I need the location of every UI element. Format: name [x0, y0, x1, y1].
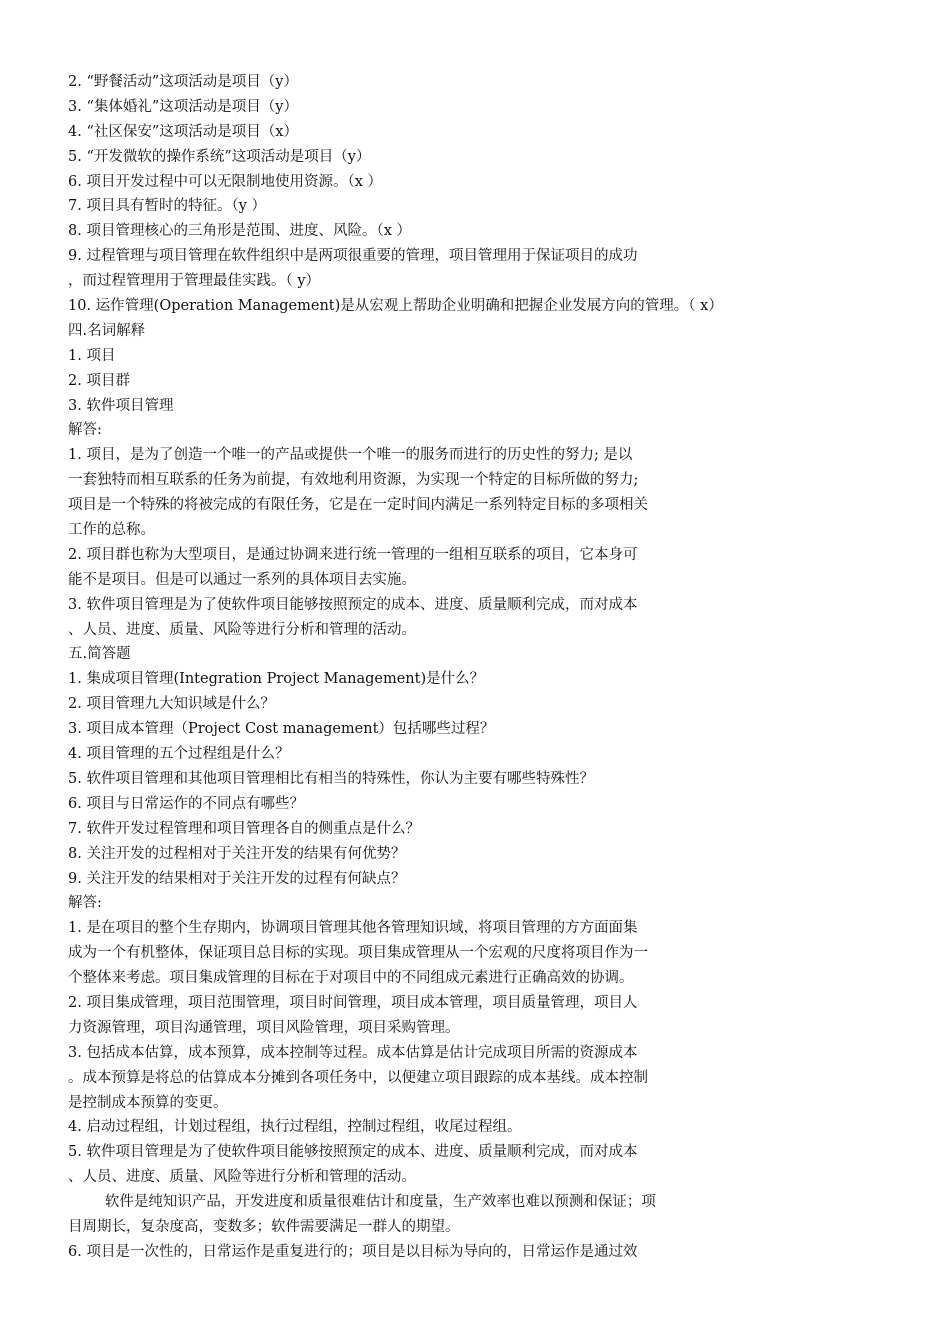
- text-line: 1. 项目，是为了创造一个唯一的产品或提供一个唯一的服务而进行的历史性的努力; 是以: [68, 447, 633, 464]
- text-line: 7. 软件开发过程管理和项目管理各自的侧重点是什么？: [68, 820, 420, 837]
- text-line: 9. 关注开发的结果相对于关注开发的过程有何缺点？: [68, 870, 406, 887]
- text-line: 2. 项目管理九大知识域是什么？: [68, 696, 275, 713]
- text-line: 。成本预算是将总的估算成本分摊到各项任务中，以便建立项目跟踪的成本基线。成本控制: [68, 1069, 648, 1086]
- text-line: 成为一个有机整体，保证项目总目标的实现。项目集成管理从一个宏观的尺度将项目作为一: [68, 945, 648, 962]
- text-line: 4. “社区保安”这项活动是项目（x）: [68, 123, 298, 140]
- text-line: 四.名词解释: [68, 322, 146, 339]
- text-line: 2. 项目群也称为大型项目，是通过协调来进行统一管理的一组相互联系的项目，它本身可: [68, 546, 638, 563]
- text-line: 工作的总称。: [68, 522, 155, 539]
- text-line: 2. 项目集成管理，项目范围管理，项目时间管理，项目成本管理，项目质量管理，项目人: [68, 994, 638, 1011]
- text-line: 3. 软件项目管理: [68, 397, 174, 414]
- text-line: 3. 软件项目管理是为了使软件项目能够按照预定的成本、进度、质量顺利完成，而对成本: [68, 596, 638, 613]
- text-line: 力资源管理，项目沟通管理，项目风险管理，项目采购管理。: [68, 1019, 460, 1036]
- text-line: 能不是项目。但是可以通过一系列的具体项目去实施。: [68, 571, 416, 588]
- text-line: 6. 项目与日常运作的不同点有哪些？: [68, 795, 304, 812]
- text-line: 5. “开发微软的操作系统”这项活动是项目（y）: [68, 148, 371, 165]
- text-line: 、人员、进度、质量、风险等进行分析和管理的活动。: [68, 621, 416, 638]
- text-line: 5. 软件项目管理和其他项目管理相比有相当的特殊性，你认为主要有哪些特殊性？: [68, 770, 594, 787]
- text-line: 五.简答题: [68, 646, 131, 663]
- text-line: 1. 是在项目的整个生存期内，协调项目管理其他各管理知识域，将项目管理的方方面面集: [68, 920, 638, 937]
- text-line: 解答:: [68, 895, 102, 912]
- text-line: 软件是纯知识产品，开发进度和质量很难估计和度量，生产效率也难以预测和保证；项: [68, 1194, 656, 1211]
- text-line: 3. “集体婚礼”这项活动是项目（y）: [68, 98, 298, 115]
- text-line: ，而过程管理用于管理最佳实践。（ y）: [68, 273, 321, 290]
- text-line: 目周期长，复杂度高，变数多；软件需要满足一群人的期望。: [68, 1218, 460, 1235]
- text-line: 3. 包括成本估算，成本预算，成本控制等过程。成本估算是估计完成项目所需的资源成本: [68, 1044, 638, 1061]
- text-line: 项目是一个特殊的将被完成的有限任务，它是在一定时间内满足一系列特定目标的多项相关: [68, 497, 648, 514]
- text-line: 7. 项目具有暂时的特征。（y ）: [68, 198, 266, 215]
- text-line: 6. 项目开发过程中可以无限制地使用资源。（x ）: [68, 173, 382, 190]
- text-line: 6. 项目是一次性的，日常运作是重复进行的；项目是以目标为导向的，日常运作是通过效: [68, 1243, 638, 1260]
- text-line: 是控制成本预算的变更。: [68, 1094, 228, 1111]
- text-line: 3. 项目成本管理（Project Cost management）包括哪些过程？: [68, 721, 495, 738]
- text-line: 4. 启动过程组，计划过程组，执行过程组，控制过程组，收尾过程组。: [68, 1119, 522, 1136]
- text-line: 5. 软件项目管理是为了使软件项目能够按照预定的成本、进度、质量顺利完成，而对成本: [68, 1144, 638, 1161]
- text-line: 10. 运作管理(Operation Management)是从宏观上帮助企业明确和把握企业发展方向的管理。（ x）: [68, 298, 723, 315]
- text-line: 个整体来考虑。项目集成管理的目标在于对项目中的不同组成元素进行正确高效的协调。: [68, 970, 634, 987]
- text-line: 9. 过程管理与项目管理在软件组织中是两项很重要的管理，项目管理用于保证项目的成功: [68, 248, 638, 265]
- text-line: 8. 关注开发的过程相对于关注开发的结果有何优势？: [68, 845, 406, 862]
- text-line: 8. 项目管理核心的三角形是范围、进度、风险。（x ）: [68, 223, 411, 240]
- text-line: 、人员、进度、质量、风险等进行分析和管理的活动。: [68, 1169, 416, 1186]
- text-line: 2. 项目群: [68, 372, 130, 389]
- document-body: [68, 70, 950, 1265]
- text-line: 1. 集成项目管理(Integration Project Management)是什么？: [68, 671, 485, 688]
- text-line: 一套独特而相互联系的任务为前提，有效地利用资源，为实现一个特定的目标所做的努力;: [68, 472, 639, 489]
- text-line: 4. 项目管理的五个过程组是什么？: [68, 746, 290, 763]
- text-line: 解答:: [68, 422, 102, 439]
- text-line: 2. “野餐活动”这项活动是项目（y）: [68, 74, 298, 90]
- text-line: 1. 项目: [68, 347, 116, 364]
